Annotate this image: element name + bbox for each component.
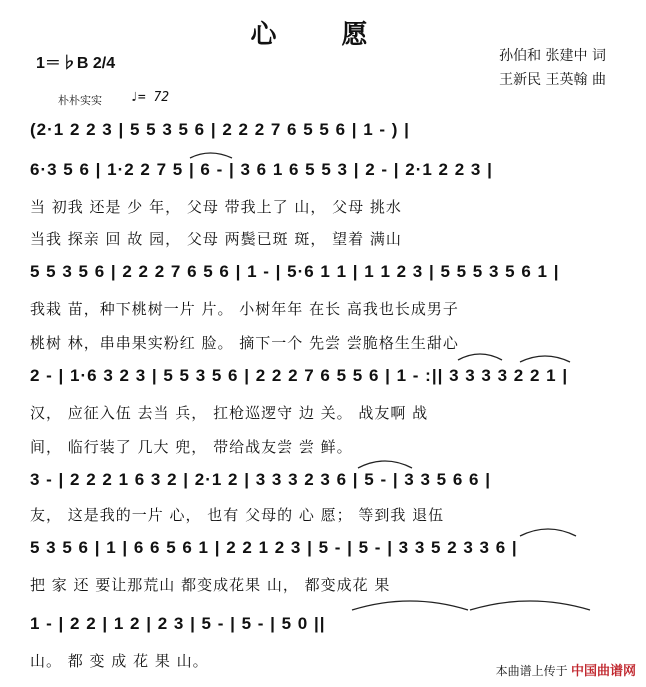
credits xyxy=(499,44,606,92)
upload-text: 本曲谱上传于 xyxy=(495,664,568,678)
notation-row-1: (2·1 2 2 3 | 5 5 3 5 6 | 2 2 2 7 6 5 5 6 | 1 - ) | xyxy=(30,120,410,139)
slur-mark xyxy=(458,354,502,360)
notation-row-6: 5 3 5 6 | 1 | 6 6 5 6 1 | 2 2 1 2 3 | 5 - | 5 - | 3 3 5 2 3 3 6 | xyxy=(30,538,518,557)
slur-mark xyxy=(352,601,468,610)
lyric-row-3-verse-1: 我栽 苗，种下桃树一片 片。 小树年年 在长 高我也长成男子 xyxy=(30,300,459,318)
slur-mark xyxy=(190,153,232,158)
lyric-row-3-verse-2: 桃树 林，串串果实粉红 脸。 摘下一个 先尝 尝脆格生生甜心 xyxy=(30,334,459,352)
notation-row-4: 2 - | 1·6 3 2 3 | 5 5 3 5 6 | 2 2 2 7 6 5 5 6 | 1 - :|| 3 3 3 3 2 2 1 | xyxy=(30,366,569,385)
notation-row-7: 1 - | 2 2 | 1 2 | 2 3 | 5 - | 5 - | 5 0 || xyxy=(30,614,326,633)
notation-row-5: 3 - | 2 2 2 1 6 3 2 | 2·1 2 | 3 3 3 2 3 6 | 5 - | 3 3 5 6 6 | xyxy=(30,470,491,489)
site-logo[interactable]: 中国曲谱网 xyxy=(570,663,636,678)
lyric-row-4-verse-2: 间， 临行装了 几大 兜， 带给战友尝 尝 鲜。 xyxy=(30,438,353,456)
lyricist: 孙伯和 张建中 词 xyxy=(499,48,606,64)
lyric-row-7-verse-1: 山。 都 变 成 花 果 山。 xyxy=(30,652,209,670)
composer: 王新民 王英翰 曲 xyxy=(499,72,606,88)
lyric-row-2-verse-2: 当我 探亲 回 故 园， 父母 两鬓已斑 斑， 望着 满山 xyxy=(30,230,402,248)
slur-mark xyxy=(520,529,576,536)
song-title: 心 愿 xyxy=(250,20,396,50)
footer-credit xyxy=(496,660,636,679)
slur-mark xyxy=(520,356,570,362)
lyric-row-2-verse-1: 当 初我 还是 少 年， 父母 带我上了 山， 父母 挑水 xyxy=(30,198,402,216)
tempo-value: ♩= 72 xyxy=(130,90,170,105)
notation-row-3: 5 5 3 5 6 | 2 2 2 7 6 5 6 | 1 - | 5·6 1 1 | 1 1 2 3 | 5 5 5 3 5 6 1 | xyxy=(30,262,560,281)
lyric-row-5-verse-1: 友， 这是我的一片 心， 也有 父母的 心 愿； 等到我 退伍 xyxy=(30,506,445,524)
key-signature: 1＝♭B 2/4 xyxy=(36,55,116,72)
lyric-row-6-verse-1: 把 家 还 要让那荒山 都变成花果 山， 都变成花 果 xyxy=(30,576,391,594)
tempo-marking: 朴朴实实 xyxy=(58,94,102,107)
notation-row-2: 6·3 5 6 | 1·2 2 7 5 | 6 - | 3 6 1 6 5 5 3 | 2 - | 2·1 2 2 3 | xyxy=(30,160,493,179)
slur-mark xyxy=(358,461,412,468)
slur-mark xyxy=(470,601,590,610)
lyric-row-4-verse-1: 汉， 应征入伍 去当 兵， 扛枪巡逻守 边 关。 战友啊 战 xyxy=(30,404,429,422)
